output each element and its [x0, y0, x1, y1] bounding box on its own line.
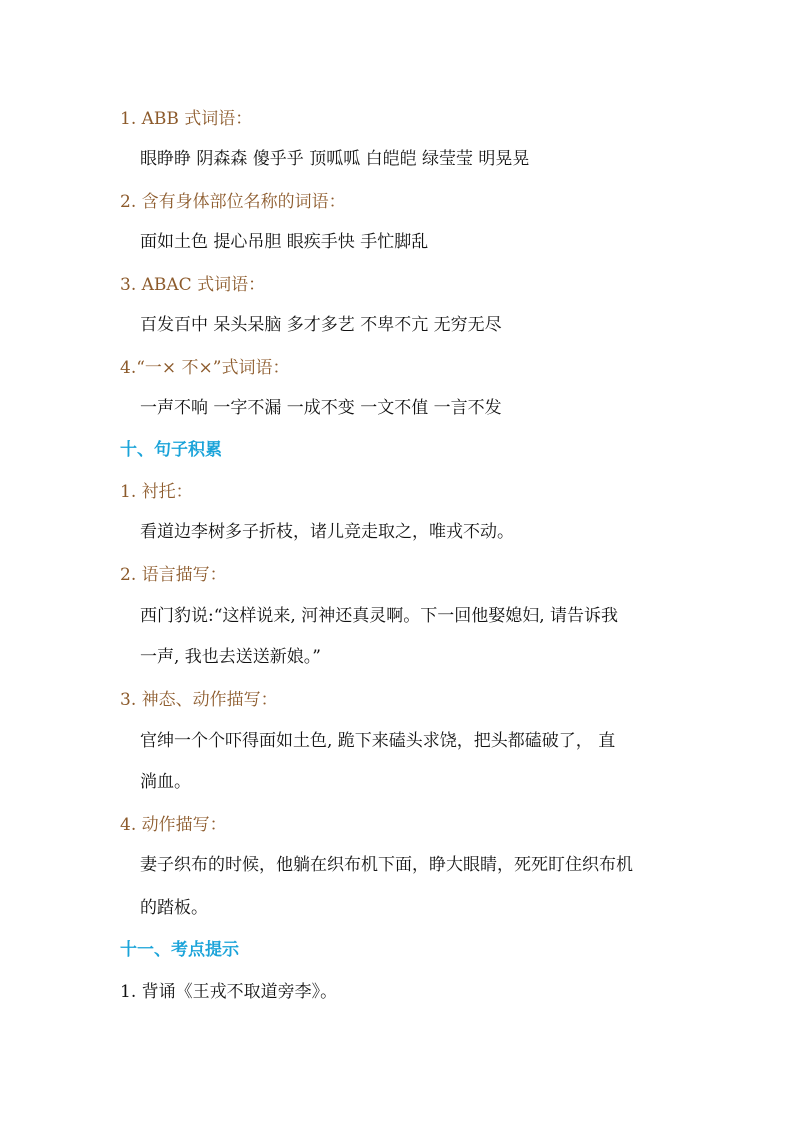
sentence-expression-line-2: 淌血。 — [140, 772, 191, 792]
exam-tip-item-1: 1. 背诵《王戎不取道旁李》。 — [120, 982, 338, 1002]
sentence-contrast: 看道边李树多子折枝，诸儿竞走取之，唯戎不动。 — [140, 522, 514, 542]
subheading-contrast: 1. 衬托： — [120, 482, 193, 502]
word-list-abb: 眼睁睁 阴森森 傻乎乎 顶呱呱 白皑皑 绿莹莹 明晃晃 — [140, 149, 530, 169]
subheading-language-description: 2. 语言描写： — [120, 565, 227, 585]
subheading-abac-words: 3. ABAC 式词语： — [120, 275, 266, 295]
sentence-action-line-1: 妻子织布的时候，他躺在织布机下面，睁大眼睛，死死盯住织布机 — [140, 855, 633, 875]
subheading-action-description: 4. 动作描写： — [120, 815, 227, 835]
subheading-expression-action: 3. 神态、动作描写： — [120, 690, 278, 710]
word-list-body-part: 面如土色 提心吊胆 眼疾手快 手忙脚乱 — [140, 232, 429, 252]
sentence-language-line-1: 西门豹说:“这样说来, 河神还真灵啊。下一回他娶媳妇, 请告诉我 — [140, 606, 619, 626]
sentence-action-line-2: 的踏板。 — [140, 898, 208, 918]
word-list-abac: 百发百中 呆头呆脑 多才多艺 不卑不亢 无穷无尽 — [140, 315, 502, 335]
subheading-abb-words: 1. ABB 式词语： — [120, 109, 253, 129]
sentence-language-line-2: 一声, 我也去送送新娘。” — [140, 647, 321, 667]
word-list-yi-bu: 一声不响 一字不漏 一成不变 一文不值 一言不发 — [140, 398, 502, 418]
subheading-body-part-words: 2. 含有身体部位名称的词语： — [120, 192, 346, 212]
subheading-yi-bu-words: 4.“一× 不×”式词语： — [120, 358, 290, 378]
sentence-expression-line-1: 官绅一个个吓得面如土色, 跪下来磕头求饶，把头都磕破了， 直 — [140, 731, 616, 751]
section-heading-exam-tips: 十一、考点提示 — [120, 940, 239, 960]
section-heading-sentence-accumulation: 十、句子积累 — [120, 440, 222, 460]
